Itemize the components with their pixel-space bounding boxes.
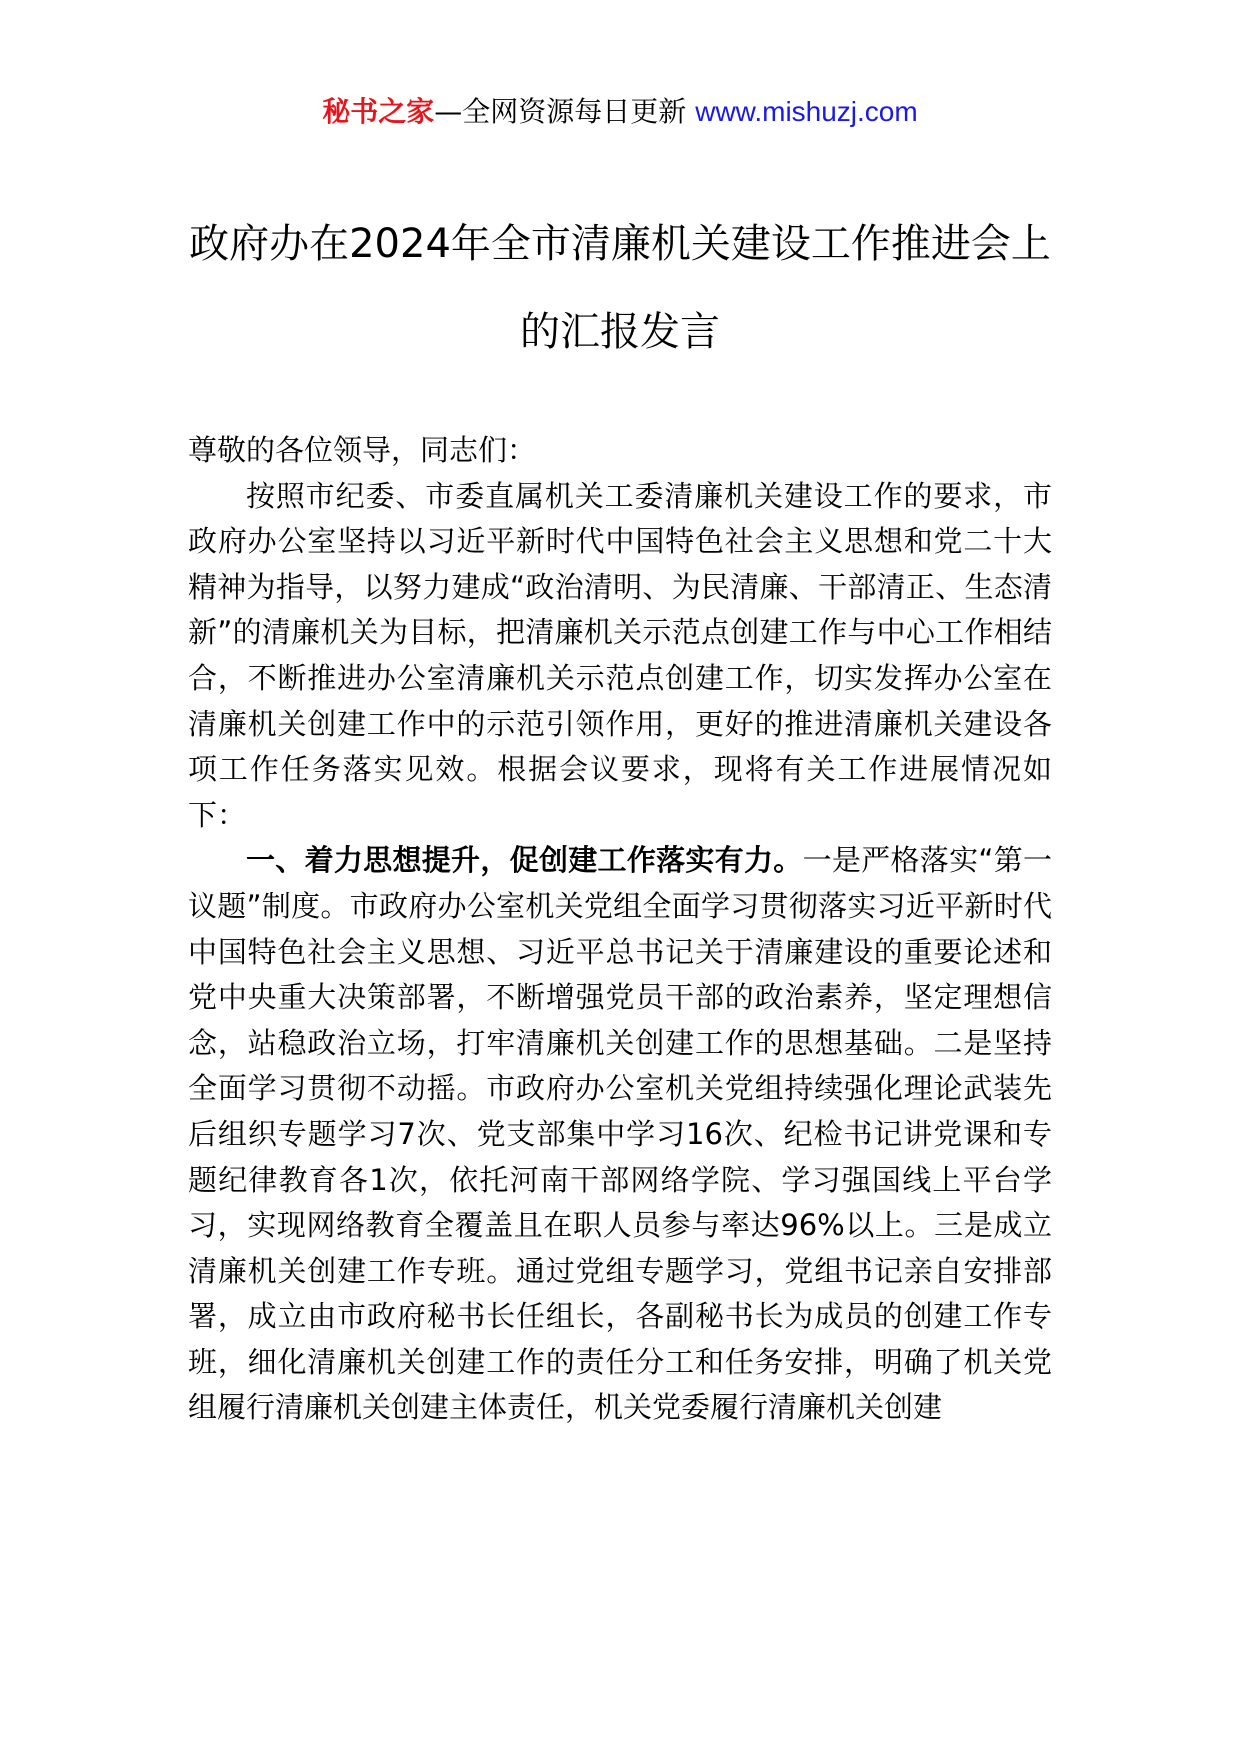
section-1-heading: 一、着力思想提升，促创建工作落实有力。 — [246, 843, 803, 878]
section-1-body: 一是严格落实“第一议题”制度。市政府办公室机关党组全面学习贯彻落实习近平新时代中国特色社会主义思想、习近平总书记关于清廉建设的重要论述和党中央重大决策部署，不断增强党员干部的政治素养，坚定理想信念，站稳政治立场，打牢清廉机关创建工作的思想基础。二是坚持全面学习贯彻不动摇。市政府办公室机关党组持续强化理论武装先后组织专题学习7次、党支部集中学习16次、纪检书记讲党课和专题纪律教育各1次，依托河南干部网络学院、学习强国线上平台学习，实现网络教育全覆盖且在职人员参与率达96%以上。三是成立清廉机关创建工作专班。通过党组专题学习，党组书记亲自安排部署，成立由市政府秘书长任组长，各副秘书长为成员的创建工作专班，细化清廉机关创建工作的责任分工和任务安排，明确了机关党组履行清廉机关创建主体责任，机关党委履行清廉机关创建 — [188, 843, 1052, 1425]
site-url-link[interactable]: www.mishuzj.com — [695, 96, 918, 127]
document-body — [188, 428, 1052, 1431]
intro-paragraph: 按照市纪委、市委直属机关工委清廉机关建设工作的要求，市政府办公室坚持以习近平新时代中国特色社会主义思想和党二十大精神为指导，以努力建成“政治清明、为民清廉、干部清正、生态清新”的清廉机关为目标，把清廉机关示范点创建工作与中心工作相结合，不断推进办公室清廉机关示范点创建工作，切实发挥办公室在清廉机关创建工作中的示范引领作用，更好的推进清廉机关建设各项工作任务落实见效。根据会议要求，现将有关工作进展情况如下： — [188, 478, 1052, 832]
section-1-paragraph — [188, 838, 1052, 1431]
document-title: 政府办在2024年全市清廉机关建设工作推进会上的汇报发言 — [189, 221, 1051, 355]
brand-name: 秘书之家 — [322, 95, 435, 128]
banner-slogan: —全网资源每日更新 — [434, 95, 687, 128]
site-banner — [0, 92, 1240, 132]
salutation: 尊敬的各位领导，同志们： — [188, 433, 537, 467]
